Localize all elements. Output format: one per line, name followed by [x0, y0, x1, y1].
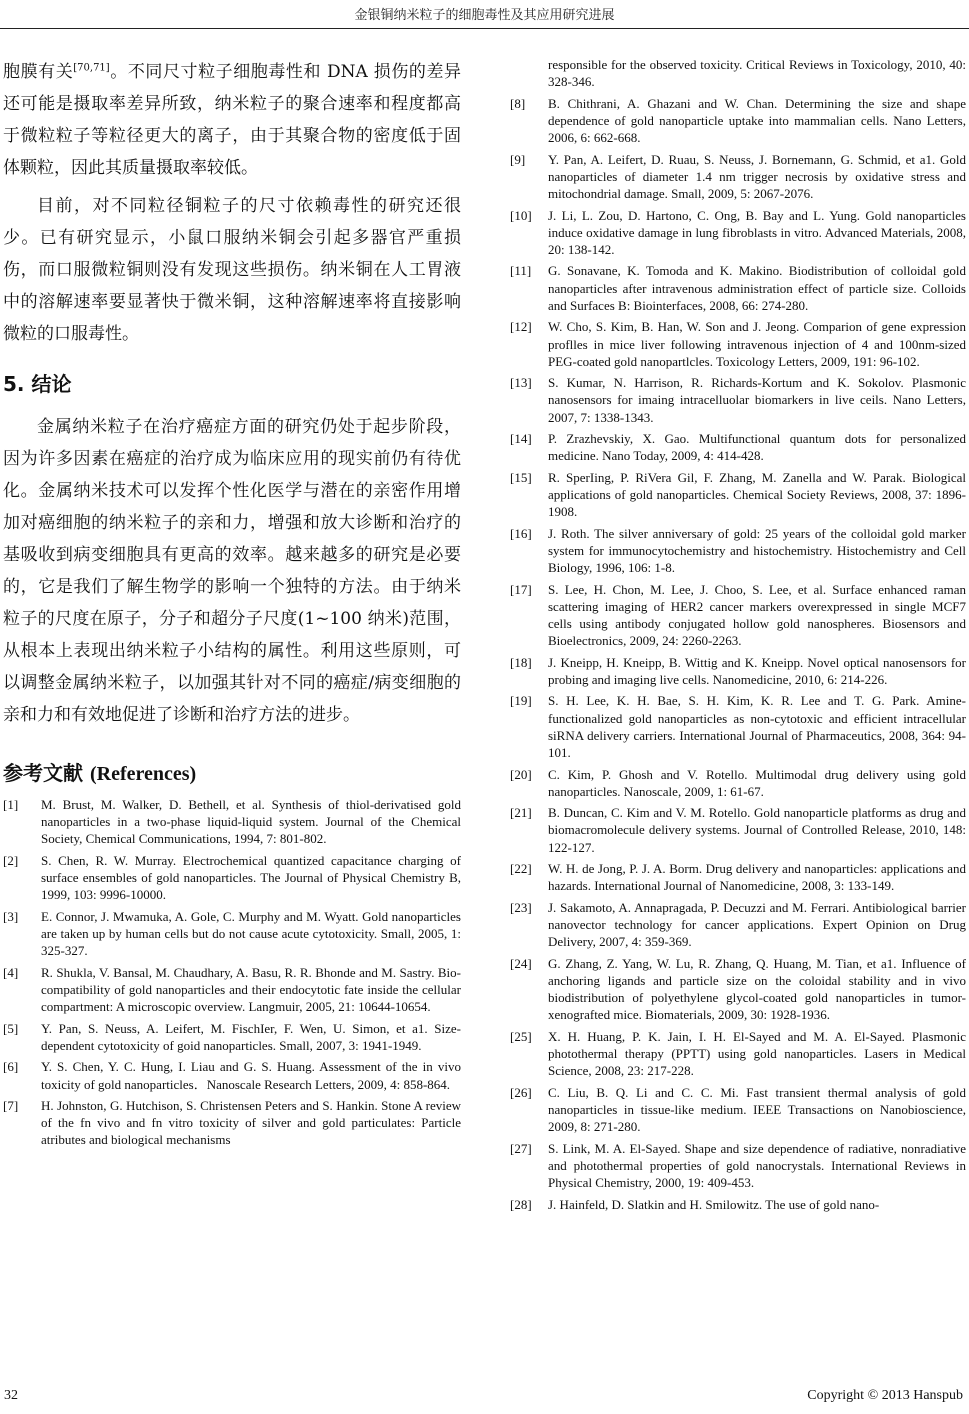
reference-text: C. Kim, P. Ghosh and V. Rotello. Multimodal drug delivery using gold nanoparticles. Nanoscale, 2009, 1: 61-67.	[548, 766, 966, 799]
reference-text: B. Chithrani, A. Ghazani and W. Chan. Determining the size and shape dependence of gold nanoparticle uptake into mammalian cells. Nano Letters, 2006, 6: 662-668.	[548, 95, 966, 146]
reference-number: [24]	[510, 955, 532, 971]
reference-item	[510, 374, 966, 426]
reference-number: [18]	[510, 654, 532, 670]
reference-item	[3, 852, 461, 904]
reference-text: S. Link, M. A. El-Sayed. Shape and size dependence of radiative, nonradiative and photothermal properties of gold nanocrystals. International Reviews in Physical Chemistry, 2000, 19: 409-453.	[548, 1140, 966, 1191]
reference-text: W. H. de Jong, P. J. A. Borm. Drug delivery and nanoparticles: applications and hazards. International Journal of Nanomedicine, 2008, 3: 133-149.	[548, 861, 966, 894]
reference-number: [26]	[510, 1084, 532, 1100]
reference-number: [16]	[510, 525, 532, 541]
reference-number-blank	[510, 56, 548, 90]
reference-text: G. Sonavane, K. Tomoda and K. Makino. Biodistribution of colloidal gold nanoparticles after intravenous administration effect of particle size. Colloids and Surfaces B: Biointerfaces, 2008, 66: 274-280.	[548, 263, 966, 313]
reference-item	[510, 766, 966, 800]
reference-item	[510, 207, 966, 259]
paragraph-1-rest: 。不同尺寸粒子细胞毒性和 DNA 损伤的差异还可能是摄取率差异所致，纳米粒子的聚合速率和程度都高于微粒粒子等粒径更大的离子，由于其聚合物的密度低于固体颗粒，因此其质量摄取率较低。	[3, 62, 462, 178]
reference-text: J. Li, L. Zou, D. Hartono, C. Ong, B. Bay and L. Yung. Gold nanoparticles induce oxidative damage in lung fibroblasts in vitro. Advanced Materials, 2008, 20: 138-142.	[548, 207, 966, 257]
reference-text: Y. Pan, S. Neuss, A. Leifert, M. FischIer, F. Wen, U. Simon, et a1. Size-dependent cytotoxicity of goid nanoparticles. Small, 2007, 3: 1941-1949.	[41, 1020, 461, 1053]
paragraph-1	[3, 56, 461, 184]
reference-7-continuation: responsible for the observed toxicity. Critical Reviews in Toxicology, 2010, 40: 328-346.	[548, 57, 966, 90]
reference-item	[510, 1028, 966, 1080]
reference-text: B. Duncan, C. Kim and V. M. Rotello. Gold nanoparticle platforms as drug and biomacromolecule delivery systems. Journal of Controlled Release, 2010, 148: 122-127.	[548, 805, 966, 855]
reference-item	[510, 955, 966, 1024]
reference-continuation	[510, 56, 966, 90]
reference-text: X. H. Huang, P. K. Jain, I. H. El-Sayed and M. A. El-Sayed. Plasmonic photothermal therapy (PPTT) using gold nanoparticles. Lasers in Medical Science, 2008, 23: 217-228.	[548, 1028, 966, 1079]
reference-item	[510, 469, 966, 521]
references-title	[3, 757, 461, 786]
reference-item	[510, 860, 966, 894]
reference-text: M. Brust, M. Walker, D. Bethell, et al. Synthesis of thiol-derivatised gold nanoparticles in a two-phase liquid-liquid system. Journal of the Chemical Society, Chemical Communications, 1994, 7: 801-802.	[41, 797, 461, 847]
reference-item	[510, 430, 966, 464]
reference-number: [23]	[510, 899, 532, 915]
reference-item	[3, 964, 461, 1016]
reference-list-right	[510, 95, 966, 1213]
paragraph-conclusion: 金属纳米粒子在治疗癌症方面的研究仍处于起步阶段，因为许多因素在癌症的治疗成为临床应用的现实前仍有待优化。金属纳米技术可以发挥个性化医学与潜在的亲密作用增加对癌细胞的纳米粒子的亲和力，增强和放大诊断和治疗的基吸收到病变细胞具有更高的效率。越来越多的研究是必要的，它是我们了解生物学的影响一个独特的方法。由于纳米粒子的尺度在原子，分子和超分子尺度(1~100 纳米)范围，从根本上表现出纳米粒子小结构的属性。利用这些原则，可以调整金属纳米粒子，以加强其针对不同的癌症/病变细胞的亲和力和有效地促进了诊断和治疗方法的进步。	[3, 417, 461, 725]
reference-item	[510, 262, 966, 314]
reference-item	[510, 692, 966, 761]
reference-item	[3, 908, 461, 960]
copyright-notice: Copyright © 2013 Hanspub	[807, 1388, 963, 1403]
reference-item	[510, 1084, 966, 1136]
right-column	[510, 56, 966, 1217]
reference-number: [14]	[510, 431, 532, 447]
reference-number: [4]	[3, 964, 19, 980]
reference-item	[3, 796, 461, 848]
reference-text: Y. Pan, A. Leifert, D. Ruau, S. Neuss, J. Bornemann, G. Schmid, et a1. Gold nanoparticles of diameter 1.4 nm trigger necrosis by oxidative stress and mitochondrial damage. Small, 2009, 5: 2067-2076.	[548, 151, 966, 202]
header-rule	[0, 28, 969, 29]
reference-number: [7]	[3, 1098, 19, 1114]
reference-item	[510, 899, 966, 951]
reference-number: [25]	[510, 1028, 532, 1044]
references-title-en: (References)	[89, 763, 197, 785]
reference-item	[510, 1140, 966, 1192]
reference-item	[510, 804, 966, 856]
reference-item	[510, 525, 966, 577]
reference-item	[510, 654, 966, 688]
reference-text: J. Hainfeld, D. Slatkin and H. Smilowitz. The use of gold nano-	[548, 1196, 880, 1212]
reference-item	[510, 581, 966, 650]
reference-text: S. Chen, R. W. Murray. Electrochemical quantized capacitance charging of surface ensembles of gold nanoparticles. The Journal of Physical Chemistry B, 1999, 103: 9996-10000.	[41, 852, 461, 903]
reference-number: [13]	[510, 375, 532, 391]
reference-number: [9]	[510, 151, 526, 167]
reference-number: [5]	[3, 1020, 19, 1036]
citation-superscript: [70,71]	[73, 62, 110, 74]
reference-number: [20]	[510, 766, 532, 782]
paragraph-1-start: 胞膜有关	[3, 62, 74, 82]
reference-number: [17]	[510, 581, 532, 597]
reference-item	[510, 318, 966, 370]
reference-text: C. Liu, B. Q. Li and C. C. Mi. Fast transient thermal analysis of gold nanoparticles in tissue-like medium. IEEE Transactions on Nanobioscience, 2009, 8: 271-280.	[548, 1084, 966, 1135]
references-title-cn: 参考文献	[3, 761, 83, 785]
reference-item	[510, 1196, 966, 1213]
reference-text: E. Connor, J. Mwamuka, A. Gole, C. Murphy and M. Wyatt. Gold nanoparticles are taken up by human cells but do not cause acute cytotoxicity. Small, 2005, 1: 325-327.	[41, 908, 461, 959]
reference-number: [8]	[510, 95, 526, 111]
reference-number: [21]	[510, 805, 532, 821]
section-title-conclusion: 5. 结论	[3, 372, 72, 396]
reference-number: [22]	[510, 861, 532, 877]
reference-item	[3, 1020, 461, 1054]
reference-list-left	[3, 796, 461, 1149]
reference-number: [10]	[510, 207, 532, 223]
reference-number: [3]	[3, 908, 19, 924]
reference-number: [19]	[510, 693, 532, 709]
reference-number: [15]	[510, 469, 532, 485]
reference-number: [12]	[510, 319, 532, 335]
reference-text: H. Johnston, G. Hutchison, S. Christensen Peters and S. Hankin. Stone A review of the fn vivo and fn vitro toxicity of silver and gold particulates: Particle atributes and biological mechanisms	[41, 1098, 461, 1148]
reference-number: [28]	[510, 1196, 532, 1212]
reference-number: [27]	[510, 1140, 532, 1156]
reference-text: R. Shukla, V. Bansal, M. Chaudhary, A. Basu, R. R. Bhonde and M. Sastry. Bio-compatibility of gold nanoparticles and their endocytotic fate inside the cellular compartment: A microscopic overview. Langmuir, 2005, 21: 10644-10654.	[41, 964, 461, 1015]
left-column	[3, 56, 461, 1153]
reference-text: J. Kneipp, H. Kneipp, B. Wittig and K. Kneipp. Novel optical nanosensors for probing and imaging live cells. Nanomedicine, 2010, 6: 214-226.	[548, 654, 966, 687]
reference-number: [2]	[3, 852, 19, 868]
reference-number: [1]	[3, 797, 19, 812]
reference-text: W. Cho, S. Kim, B. Han, W. Son and J. Jeong. Comparion of gene expression proflles in mice liver following intravenous injection of 4 and 100nm-sized PEG-coated gold nanopartlcles. Toxicology Letters, 2009, 191: 96-102.	[548, 319, 966, 369]
reference-item	[510, 151, 966, 203]
reference-text: S. Lee, H. Chon, M. Lee, J. Choo, S. Lee, et al. Surface enhanced raman scattering imaging of HER2 cancer markers overexpressed in single MCF7 cells using antibody conjugated hollow gold nanospheres. Biosensors and Bioelectronics, 2009, 24: 2260-2263.	[548, 581, 966, 649]
reference-number: [11]	[510, 263, 532, 279]
running-head: 金银铜纳米粒子的细胞毒性及其应用研究进展	[354, 8, 615, 23]
reference-text: Y. S. Chen, Y. C. Hung, I. Liau and G. S. Huang. Assessment of the in vivo toxicity of gold nanoparticles．Nanoscale Research Letters, 2009, 4: 858-864.	[41, 1059, 461, 1092]
reference-text: P. Zrazhevskiy, X. Gao. Multifunctional quantum dots for personalized medicine. Nano Today, 2009, 4: 414-428.	[548, 431, 966, 464]
reference-text: J. Sakamoto, A. Annapragada, P. Decuzzi and M. Ferrari. Antibiological barrier nanovector technology for cancer applications. Expert Opinion on Drug Delivery, 2007, 4: 359-369.	[548, 899, 966, 950]
reference-item	[3, 1058, 461, 1092]
reference-text: R. SperIing, P. RiVera Gil, F. Zhang, M. Zanella and W. Parak. Biological applications of gold nanoparticles. Chemical Society Reviews, 2008, 37: 1896-1908.	[548, 469, 966, 520]
reference-item	[510, 95, 966, 147]
paragraph-2: 目前，对不同粒径铜粒子的尺寸依赖毒性的研究还很少。已有研究显示，小鼠口服纳米铜会引起多器官严重损伤，而口服微粒铜则没有发现这些损伤。纳米铜在人工胃液中的溶解速率要显著快于微米铜，这种溶解速率将直接影响微粒的口服毒性。	[3, 196, 461, 344]
page-number: 32	[4, 1388, 18, 1403]
reference-item	[3, 1097, 461, 1149]
reference-text: G. Zhang, Z. Yang, W. Lu, R. Zhang, Q. Huang, M. Tian, et a1. Influence of anchoring ligands and particle size on the coloidal stability and in vivo biodistribution of polyethylene glycol-coated gold nanoparticles in tumor-xenografted mice. Biomaterials, 2009, 30: 1928-1936.	[548, 955, 966, 1023]
reference-text: S. Kumar, N. Harrison, R. Richards-Kortum and K. Sokolov. Plasmonic nanosensors for imaing intracelluolar biomarkers in live ceils. Nano Letters, 2007, 7: 1338-1343.	[548, 375, 966, 425]
reference-number: [6]	[3, 1059, 19, 1075]
reference-text: S. H. Lee, K. H. Bae, S. H. Kim, K. R. Lee and T. G. Park. Amine-functionalized gold nanoparticles as non-cytotoxic and efficient intracellular siRNA delivery carriers. International Journal of Pharmaceutics, 2008, 364: 94-101.	[548, 693, 966, 761]
reference-text: J. Roth. The silver anniversary of gold: 25 years of the colloidal gold marker system for immunocytochemistry and histochemistry. Histochemistry and Cell Biology, 1996, 106: 1-8.	[548, 525, 966, 576]
